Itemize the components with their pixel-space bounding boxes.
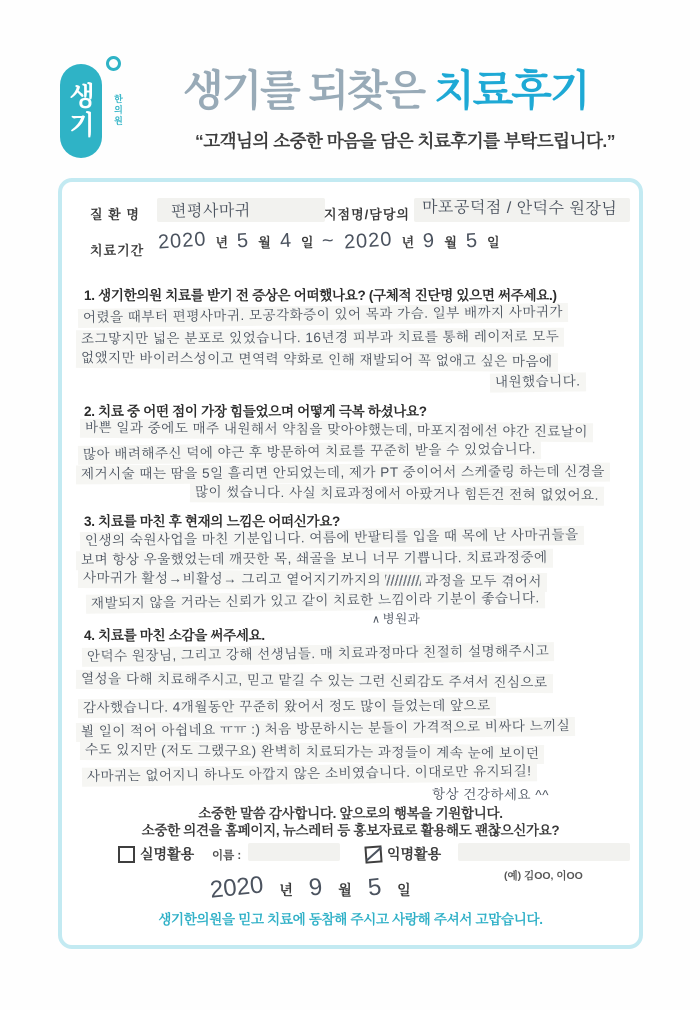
scribbled-out-word <box>385 575 421 586</box>
q4-answer-line: 수도 있지만 (저도 그랬구요) 완벽히 치료되가는 과정들이 계속 눈에 보이던 <box>80 741 545 764</box>
period-end-year: 2020 <box>343 228 394 254</box>
q4-answer-line: 뵐 일이 적어 아쉽네요 ㅠㅠ :) 처음 방문하시는 분들이 가격적으로 비싸다 느끼실 <box>76 717 576 742</box>
date-month-value: 9 <box>307 873 324 902</box>
example-names-note: (예) 김OO, 이OO <box>504 870 583 882</box>
anonymous-checkbox-label: 익명활용 <box>387 846 442 862</box>
period-start-year: 2020 <box>157 228 208 254</box>
thanks-message-2: 소중한 의견을 홈페이지, 뉴스레터 등 홍보자료로 활용해도 괜찮으신가요? <box>141 823 560 838</box>
question-2-label: 2. 치료 중 어떤 점이 가장 힘들었으며 어떻게 극복 하셨나요? <box>84 404 427 419</box>
period-start-month: 5 <box>236 229 250 253</box>
page-subtitle: “고객님의 소중한 마음을 담은 치료후기를 부탁드립니다.” <box>195 131 615 151</box>
period-day-unit-2: 일 <box>487 235 500 250</box>
thanks-message-1: 소중한 말씀 감사합니다. 앞으로의 행복을 기원합니다. <box>198 806 503 821</box>
name-field-label: 이름 : <box>212 850 242 862</box>
clinic-logo <box>60 64 102 158</box>
page-title <box>183 58 588 118</box>
q3-inserted-word: ∧ 병원과 <box>371 611 421 627</box>
disease-name-value: 편평사마귀 <box>170 202 251 221</box>
page-title-accent: 치료후기 <box>434 67 589 114</box>
insertion-caret-icon: ∧ <box>371 613 381 626</box>
disease-name-label: 질 환 명 <box>90 207 140 222</box>
clinic-logo-subtext: 한의원 <box>113 94 123 127</box>
check-icon <box>366 847 382 862</box>
q3-answer-line: 인생의 숙원사업을 마친 기분입니다. 여름에 반팔티를 입을 때 목에 난 사마귀들을 <box>80 526 584 551</box>
period-month-unit: 월 <box>258 235 271 250</box>
q1-answer-line: 어렸을 때부터 편평사마귀. 모공각화증이 있어 목과 가슴. 일부 배까지 사마귀가 <box>78 303 568 328</box>
date-year-unit: 년 <box>279 882 293 898</box>
q2-answer-line: 많이 썼습니다. 사실 치료과정에서 아팠거나 힘든건 전혀 없었어요. <box>190 483 604 505</box>
period-day-unit: 일 <box>300 235 314 250</box>
q4-signoff: 항상 건강하세요 ^^ <box>431 786 550 803</box>
q1-answer-line: 조그맣지만 넓은 분포로 있었습니다. 16년경 피부과 치료를 통해 레이저로 모두 <box>76 328 564 349</box>
date-year-value: 2020 <box>208 871 265 904</box>
question-3-label: 3. 치료를 마친 후 현재의 느낌은 어떠신가요? <box>84 514 340 529</box>
q4-answer-line: 사마귀는 없어지니 하나도 아깝지 않은 소비였습니다. 이대로만 유지되길! <box>82 762 537 786</box>
name-field <box>248 843 340 861</box>
period-end-day: 5 <box>465 229 479 253</box>
period-month-unit-2: 월 <box>444 235 457 250</box>
q2-answer-line: 바쁜 일과 중에도 매주 내원해서 약침을 맞아야했는데, 마포지점에선 야간 진료날이 <box>80 419 593 442</box>
q3-answer-line: 재발되지 않을 거라는 신뢰가 있고 같이 치료한 느낌이라 기분이 좋습니다. <box>86 589 545 613</box>
q4-answer-line: 감사했습니다. 4개월동안 꾸준히 왔어서 정도 많이 들었는데 앞으로 <box>78 697 496 718</box>
q1-answer-line: 없앴지만 바이러스성이고 면역력 약화로 인해 재발되어 꼭 없애고 싶은 마음에 <box>76 349 558 372</box>
real-name-checkbox <box>118 846 135 863</box>
review-form-box <box>58 178 643 949</box>
period-tilde: ~ <box>321 229 336 253</box>
question-4-label: 4. 치료를 마친 소감을 써주세요. <box>84 628 265 643</box>
period-end-month: 9 <box>422 229 437 253</box>
q2-answer-line: 제거시술 때는 땀을 5일 흘리면 안되었는데, 제가 PT 중이어서 스케줄링 하는데 신경을 <box>76 463 610 485</box>
date-month-unit: 월 <box>338 882 352 898</box>
treatment-period-label: 치료기간 <box>90 243 145 258</box>
signature-date <box>208 871 411 904</box>
date-day-unit: 일 <box>397 882 411 898</box>
page-title-gray: 생기를 되찾은 <box>183 67 425 114</box>
q4-answer-line: 안덕수 원장님, 그리고 강해 선생님들. 매 치료과정마다 친절히 설명해주시고 <box>82 642 554 667</box>
logo-dot-icon <box>106 56 121 71</box>
real-name-checkbox-label: 실명활용 <box>140 846 195 862</box>
period-year-unit-2: 년 <box>401 235 415 250</box>
closing-message: 생기한의원을 믿고 치료에 동참해 주시고 사랑해 주셔서 고맙습니다. <box>158 912 543 927</box>
period-start-day: 4 <box>278 229 293 253</box>
date-day-value: 5 <box>366 873 383 902</box>
q3-answer-line <box>78 569 547 592</box>
question-1-label: 1. 생기한의원 치료를 받기 전 증상은 어떠했나요? (구체적 진단명 있으면 써주세요.) <box>84 288 557 303</box>
q4-answer-line: 열성을 다해 치료해주시고, 믿고 맡길 수 있는 그런 신뢰감도 주셔서 진심으로 <box>76 670 553 693</box>
clinic-logo-text: 생기 <box>65 82 96 140</box>
branch-doctor-label: 지점명/담당의 <box>324 207 410 222</box>
q1-answer-line: 내원했습니다. <box>490 372 586 392</box>
treatment-period-value <box>158 230 500 253</box>
q3-answer-line: 보며 항상 우울했었는데 깨끗한 목, 쇄골을 보니 너무 기쁩니다. 치료과정중에 <box>76 549 553 570</box>
period-year-unit: 년 <box>215 235 229 250</box>
q2-answer-line: 많아 배려해주신 덕에 야근 후 방문하여 치료를 꾸준히 받을 수 있었습니다. <box>78 440 541 465</box>
anonymous-checkbox <box>364 845 382 863</box>
branch-doctor-value: 마포공덕점 / 안덕수 원장님 <box>421 199 618 218</box>
q3-line3-post: 과정을 모두 겪어서 <box>424 572 542 590</box>
q3-line3-pre: 사마귀가 활성→비활성→ 그리고 옅어지기까지의 <box>82 569 382 588</box>
anonymous-name-field <box>458 843 630 861</box>
